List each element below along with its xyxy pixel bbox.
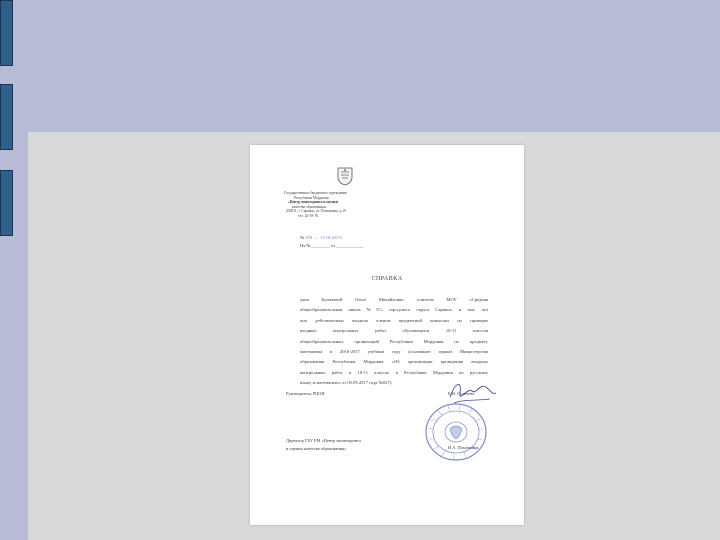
round-seal-icon: [420, 399, 492, 465]
coat-of-arms-icon: [336, 166, 354, 186]
signatory-title-line: Директор ГБУ РМ «Центр мониторинга: [286, 438, 361, 443]
letterhead-line: качества образования»: [292, 204, 327, 209]
document-title: СПРАВКА: [371, 276, 403, 282]
accent-segment: [0, 170, 13, 236]
body-line: входных контрольных работ обучающихся 10-11 классов: [300, 328, 488, 334]
document-page: [250, 145, 524, 525]
body-line: образования Республики Мордовия «Об организации проведения входных: [300, 359, 488, 365]
document-body: [300, 295, 488, 389]
letterhead-line: 430011, г. Саранск, ул. Полежаева, д.29: [286, 209, 346, 214]
letterhead-line: Республики Мордовия: [294, 195, 329, 200]
date-value: 13.10.2017г.: [320, 235, 344, 240]
letterhead-line: «Центр мониторинга и оценки: [288, 200, 338, 205]
body-line: дана Боличевой Ольге Михайловне, учителю МОУ «Средняя: [300, 297, 488, 302]
body-line: математика в 2016-2017 учебном году (основание: приказ Министерства: [300, 349, 488, 355]
body-line: общеобразовательная школа №37» городского округа Саранск, в том, что: [300, 307, 488, 313]
body-line: она действительно входила членом предметной комиссии по проверке: [300, 317, 488, 323]
letterhead-line: тел. 24-39-76: [298, 213, 318, 218]
signatory-name-2: Н.А. Пахомкина: [448, 445, 479, 450]
signatory-title-line: и оценки качества образования»: [286, 446, 347, 451]
signatory-name-1: Е.Н. Галичева: [448, 391, 475, 396]
letterhead: [284, 191, 347, 219]
body-line: языку и математике» от 05.09.2017 года №827).: [300, 380, 393, 386]
signatory-title-1: Руководитель РЦОИ: [286, 391, 325, 396]
number-prefix: №: [300, 235, 305, 240]
outgoing-number: № 470 – 13.10.2017г.: [300, 235, 344, 240]
letterhead-line: Государственное бюджетное учреждение: [284, 191, 347, 195]
left-accent-bar: [0, 0, 14, 540]
accent-segment: [0, 84, 13, 150]
number-value: 470: [305, 235, 313, 240]
body-line: общеобразовательных организаций Республики Мордовия по предмету: [300, 338, 488, 344]
signatory-title-2: [286, 437, 361, 453]
accent-segment: [0, 0, 13, 66]
body-line: контрольных работ в 10-11 классах в Республике Мордовия по русскому: [300, 369, 488, 375]
reference-line: На № ________ от ____________: [300, 243, 364, 248]
